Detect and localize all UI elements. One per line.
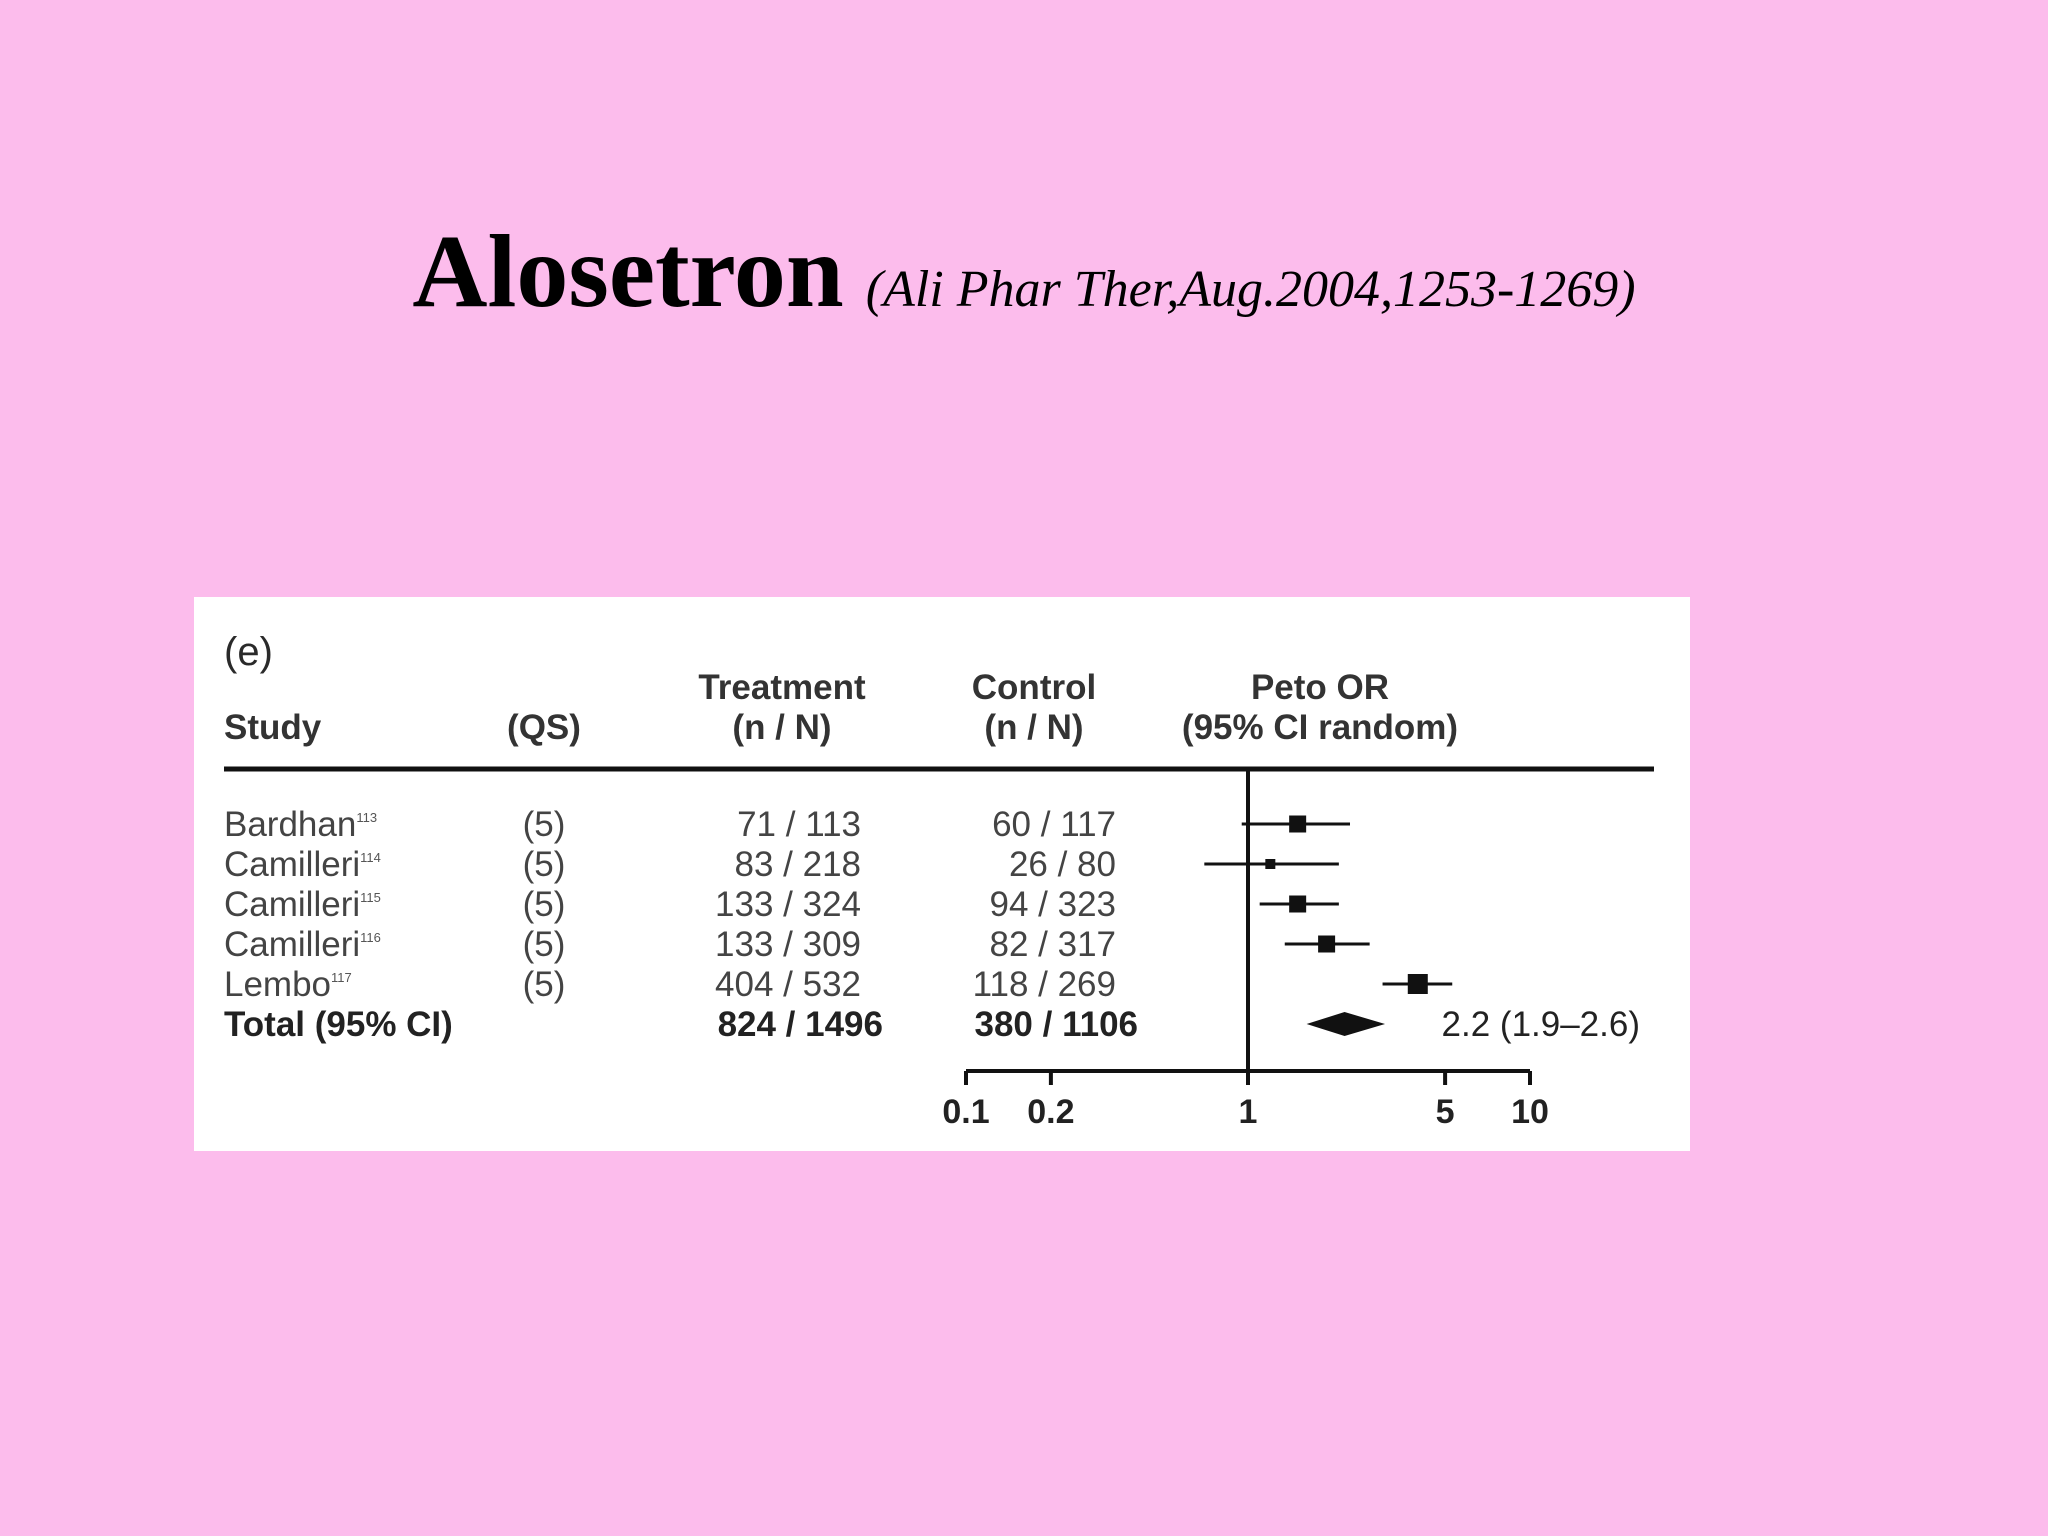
point-estimate bbox=[1408, 974, 1428, 994]
tick-label: 0.1 bbox=[942, 1093, 990, 1131]
header-treatment-sub: (n / N) bbox=[732, 708, 832, 747]
study-qs: (5) bbox=[522, 885, 566, 924]
header-effect: Peto OR bbox=[1250, 668, 1390, 707]
tick-label: 5 bbox=[1435, 1093, 1455, 1131]
study-name: Camilleri$^{115}$ bbox=[224, 885, 381, 924]
study-treatment: 133 / 309 bbox=[715, 925, 861, 964]
header-control-sub: (n / N) bbox=[984, 708, 1084, 747]
slide-title bbox=[0, 212, 2048, 331]
forest-plot bbox=[194, 597, 1690, 1151]
panel-label: (e) bbox=[224, 630, 273, 674]
header-treatment: Treatment bbox=[698, 668, 866, 707]
title-main: Alosetron bbox=[412, 214, 844, 329]
tick-label: 1 bbox=[1238, 1093, 1258, 1131]
forest-plot-figure bbox=[194, 597, 1690, 1151]
point-estimate bbox=[1265, 859, 1275, 869]
study-treatment: 71 / 113 bbox=[737, 805, 861, 844]
study-name: Camilleri$^{114}$ bbox=[224, 845, 381, 884]
study-name: Bardhan$^{113}$ bbox=[224, 805, 378, 844]
point-estimate bbox=[1318, 936, 1335, 953]
header-control: Control bbox=[971, 668, 1097, 707]
study-qs: (5) bbox=[522, 845, 566, 884]
study-ref: 117 bbox=[331, 970, 352, 985]
study-treatment: 133 / 324 bbox=[715, 885, 861, 924]
total-label: Total (95% CI) bbox=[224, 1005, 453, 1044]
pooled-diamond bbox=[1307, 1012, 1385, 1036]
tick-label: 0.2 bbox=[1027, 1093, 1075, 1131]
pooled-estimate-label: 2.2 (1.9–2.6) bbox=[1441, 1005, 1640, 1044]
effect-marks bbox=[1204, 769, 1452, 1077]
study-qs: (5) bbox=[522, 805, 566, 844]
study-treatment: 404 / 532 bbox=[715, 965, 861, 1004]
x-axis bbox=[942, 1071, 1549, 1131]
study-control: 26 / 80 bbox=[1008, 845, 1116, 884]
study-rows bbox=[224, 805, 1640, 1044]
study-name: Lembo$^{117}$ bbox=[224, 965, 352, 1004]
study-name: Camilleri$^{116}$ bbox=[224, 925, 381, 964]
study-control: 94 / 323 bbox=[989, 885, 1116, 924]
tick-label: 10 bbox=[1511, 1093, 1549, 1131]
study-ref: 116 bbox=[360, 930, 381, 945]
header-study: Study bbox=[224, 708, 322, 747]
study-qs: (5) bbox=[522, 965, 566, 1004]
study-control: 60 / 117 bbox=[992, 805, 1116, 844]
study-treatment: 83 / 218 bbox=[734, 845, 861, 884]
study-control: 118 / 269 bbox=[972, 965, 1116, 1004]
point-estimate bbox=[1289, 816, 1306, 833]
header-qs: (QS) bbox=[507, 708, 581, 747]
header-effect-sub: (95% CI random) bbox=[1181, 708, 1459, 747]
study-ref: 115 bbox=[360, 890, 381, 905]
study-ref: 113 bbox=[356, 810, 378, 825]
point-estimate bbox=[1289, 896, 1306, 913]
study-control: 82 / 317 bbox=[989, 925, 1116, 964]
study-ref: 114 bbox=[360, 850, 381, 865]
total-treatment: 824 / 1496 bbox=[717, 1005, 883, 1044]
total-control: 380 / 1106 bbox=[974, 1005, 1138, 1044]
study-qs: (5) bbox=[522, 925, 566, 964]
title-citation: (Ali Phar Ther,Aug.2004,1253-1269) bbox=[865, 261, 1636, 318]
